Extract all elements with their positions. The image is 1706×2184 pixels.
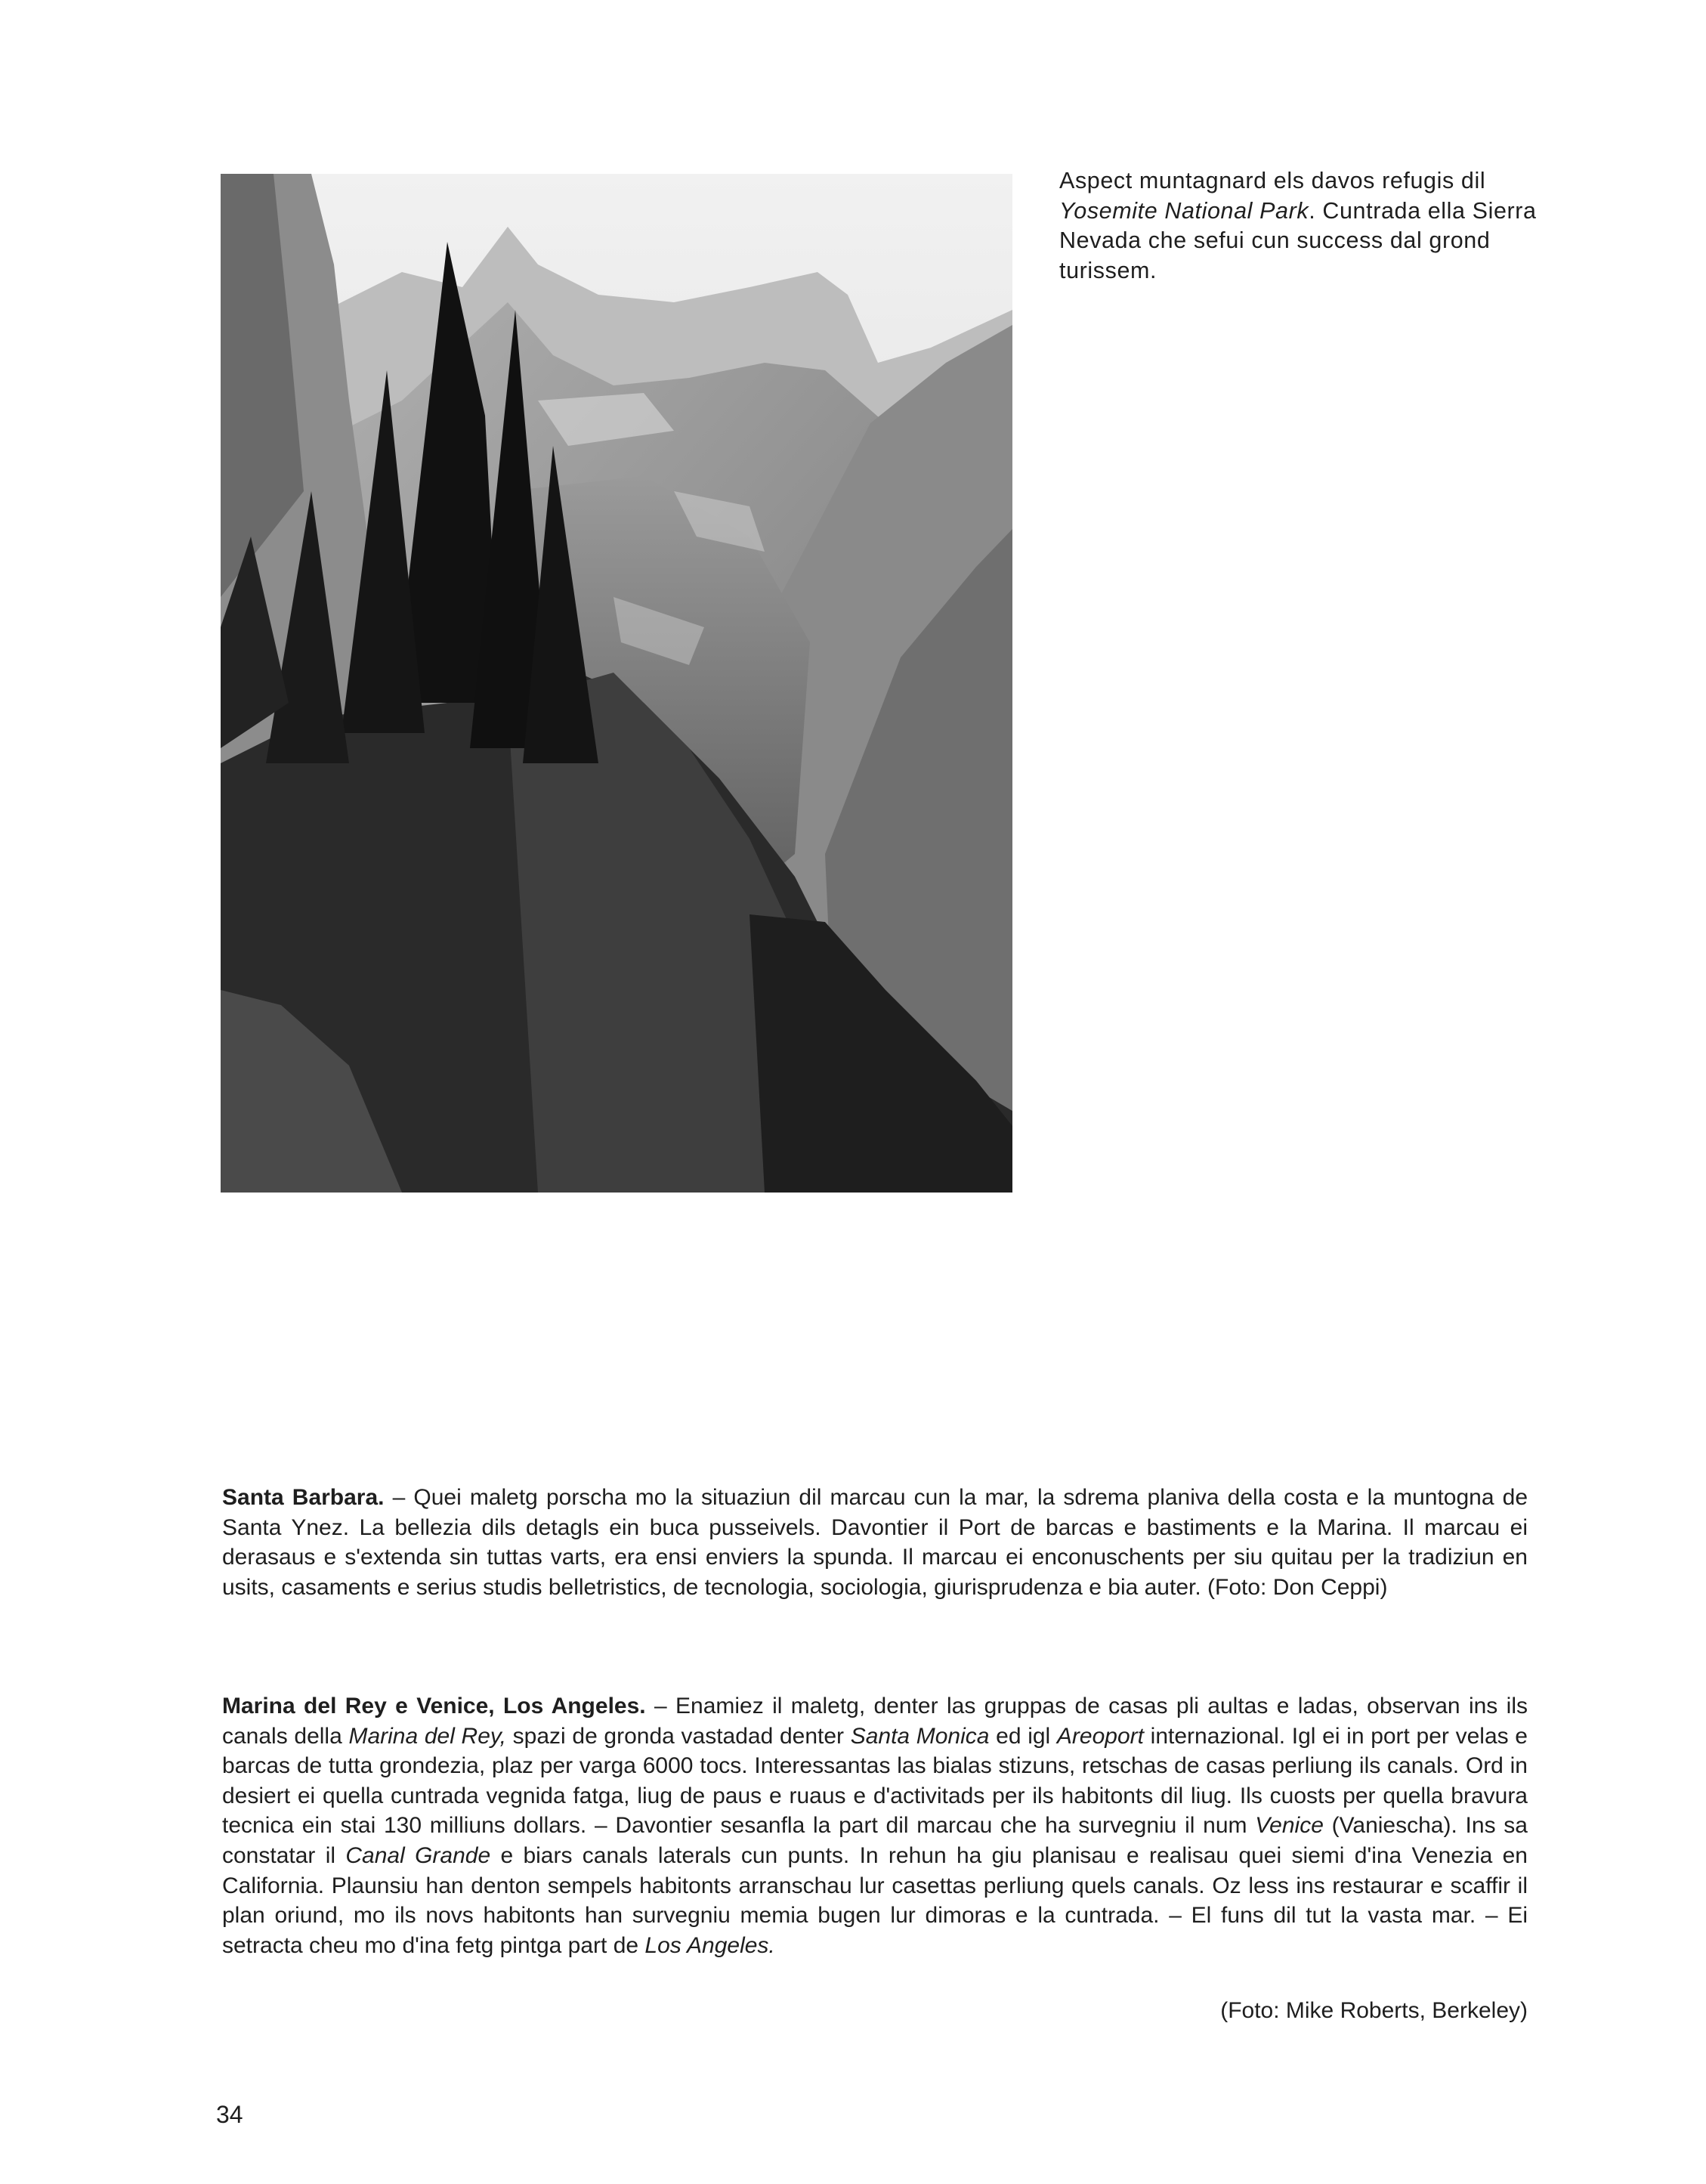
marina-italic-term: Los Angeles. (644, 1932, 775, 1958)
marina-text: ed igl (989, 1723, 1057, 1749)
marina-italic-term: Venice (1255, 1813, 1324, 1839)
yosemite-photo-drawing (221, 174, 1012, 1193)
marina-text: – Enamiez il maletg, denter las gruppas de casas pli aultas e ladas, observan ins ils canals della (222, 1694, 1528, 1749)
photo-caption (1059, 166, 1543, 286)
marina-text: spazi de gronda vastadad denter (506, 1723, 851, 1749)
marina-italic-term: Areoport (1056, 1723, 1144, 1749)
marina-text: (Vaniescha). Ins sa constatar il (222, 1813, 1528, 1868)
caption-text-2: . Cuntrada ella Sierra Nevada che sefui cun success dal grond turissem. (1059, 197, 1537, 283)
photo-credit: (Foto: Mike Roberts, Berkeley) (1220, 1998, 1528, 2023)
marina-italic-term: Santa Monica (850, 1723, 990, 1749)
caption-text-1: Aspect muntagnard els davos refugis dil (1059, 168, 1486, 193)
marina-italic-term: Canal Grande (345, 1842, 491, 1868)
marina-text: internazional. Igl ei in port per velas e barcas de tutta grondezia, plaz per varga 6000 tocs. Interessantas las bialas stizuns, retschas de casas perliung ils canals. Ord in desiert ei quella cuntrada vegnida fatga, liug de paus e ruaus e d'activitads per ils habitonts dil liug. Ils cuosts per quella bravura tecnica ein stai 130 milliuns dollars. – Davontier sesanfla la part dil marcau che ha survegniu il num (222, 1723, 1528, 1839)
marina-text: e biars canals laterals cun punts. In rehun ha giu planisau e realisau quei siemi d'ina Venezia en California. Plaunsiu han denton sempels habitonts arranschau lur casettas perliung quels canals. Oz less ins restaurar e scaffir il plan oriund, mo ils novs habitonts han survegniu memia bugen lur dimoras e la cuntrada. – El funs dil tut la vasta mar. – Ei setracta cheu mo d'ina fetg pintga part de (222, 1842, 1528, 1958)
marina-del-rey-paragraph (222, 1691, 1528, 1960)
caption-park-name: Yosemite National Park (1059, 197, 1309, 224)
santa-barbara-paragraph (222, 1483, 1528, 1602)
santa-barbara-body: – Quei maletg porscha mo la situaziun dil marcau cun la mar, la sdrema planiva della costa e la muntogna de Santa Ynez. La bellezia dils detagls ein buca pusseivels. Davontier il Port de barcas e bastiments e la Marina. Il marcau ei derasaus e s'extenda sin tuttas varts, era ensi enviers la spunda. Il marcau ei enconuschents per siu quitau per la tradiziun en usits, casaments e serius studis belletristics, de tecnologia, sociologia, giurisprudenza e bia auter. (Foto: Don Ceppi) (222, 1485, 1528, 1600)
yosemite-photo (221, 174, 1012, 1193)
santa-barbara-heading: Santa Barbara. (222, 1485, 385, 1510)
marina-heading: Marina del Rey e Venice, Los Angeles. (222, 1694, 646, 1718)
page-number: 34 (216, 2101, 243, 2128)
marina-italic-term: Marina del Rey, (348, 1723, 506, 1749)
